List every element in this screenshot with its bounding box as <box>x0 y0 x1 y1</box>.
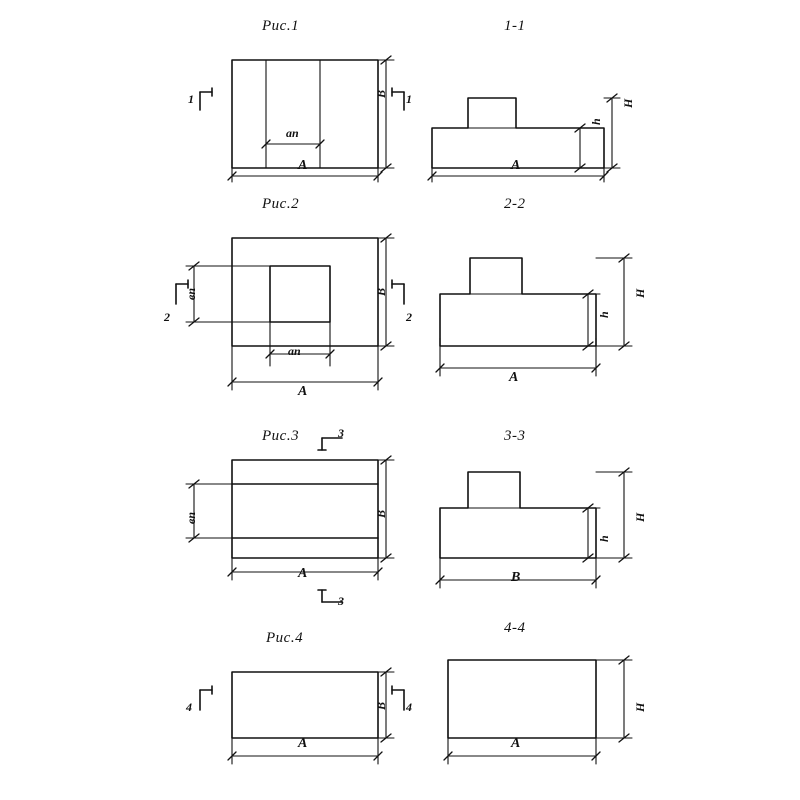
section-2-label-h: h <box>597 311 611 318</box>
section-caption-3: 3-3 <box>504 428 526 444</box>
figure-caption-3: Рис.3 <box>262 428 300 444</box>
figure-1-section-mark-right: 1 <box>406 92 412 106</box>
figure-3-section-mark-top: 3 <box>338 426 344 440</box>
figure-3-section-mark-bottom: 3 <box>338 594 344 608</box>
figure-3-label-B: В <box>374 509 388 518</box>
section-caption-1: 1-1 <box>504 18 526 34</box>
figure-3-graphics <box>0 450 800 630</box>
section-1-label-H: Н <box>621 98 635 108</box>
section-2-label-H: Н <box>633 288 647 298</box>
section-3-label-H: Н <box>633 512 647 522</box>
section-1-label-A: А <box>511 158 521 173</box>
figure-2-section-mark-left: 2 <box>164 310 170 324</box>
figure-3-label-vp: вп <box>184 511 198 524</box>
figure-4-graphics <box>0 650 800 800</box>
figure-4-section-mark-right: 4 <box>406 700 412 714</box>
section-caption-2: 2-2 <box>504 196 526 212</box>
figure-2-label-vp: вп <box>184 287 198 300</box>
section-3-label-B: В <box>511 570 521 585</box>
figure-1-label-ap: ап <box>286 126 299 140</box>
figure-2-graphics <box>0 218 800 418</box>
figure-caption-4: Рис.4 <box>266 630 304 646</box>
section-4-label-A: А <box>511 736 521 751</box>
figure-1-label-A: А <box>298 158 308 173</box>
figure-caption-1: Рис.1 <box>262 18 300 34</box>
figure-2-label-ap: ап <box>288 344 301 358</box>
figure-1-section-mark-left: 1 <box>188 92 194 106</box>
figure-caption-2: Рис.2 <box>262 196 300 212</box>
section-caption-4: 4-4 <box>504 620 526 636</box>
figure-4-section-mark-left: 4 <box>186 700 192 714</box>
section-3-label-h: h <box>597 535 611 542</box>
figure-4-label-A: А <box>298 736 308 751</box>
figure-1-graphics <box>0 40 800 200</box>
figure-1-label-B: В <box>374 89 388 98</box>
figure-2-label-B: В <box>374 287 388 296</box>
figure-2-section-mark-right: 2 <box>406 310 412 324</box>
figure-3-label-A: А <box>298 566 308 581</box>
section-2-label-A: А <box>509 370 519 385</box>
figure-4-label-B: В <box>374 701 388 710</box>
section-4-label-H: Н <box>633 702 647 712</box>
section-1-label-h: h <box>589 118 603 125</box>
figure-2-label-A: А <box>298 384 308 399</box>
